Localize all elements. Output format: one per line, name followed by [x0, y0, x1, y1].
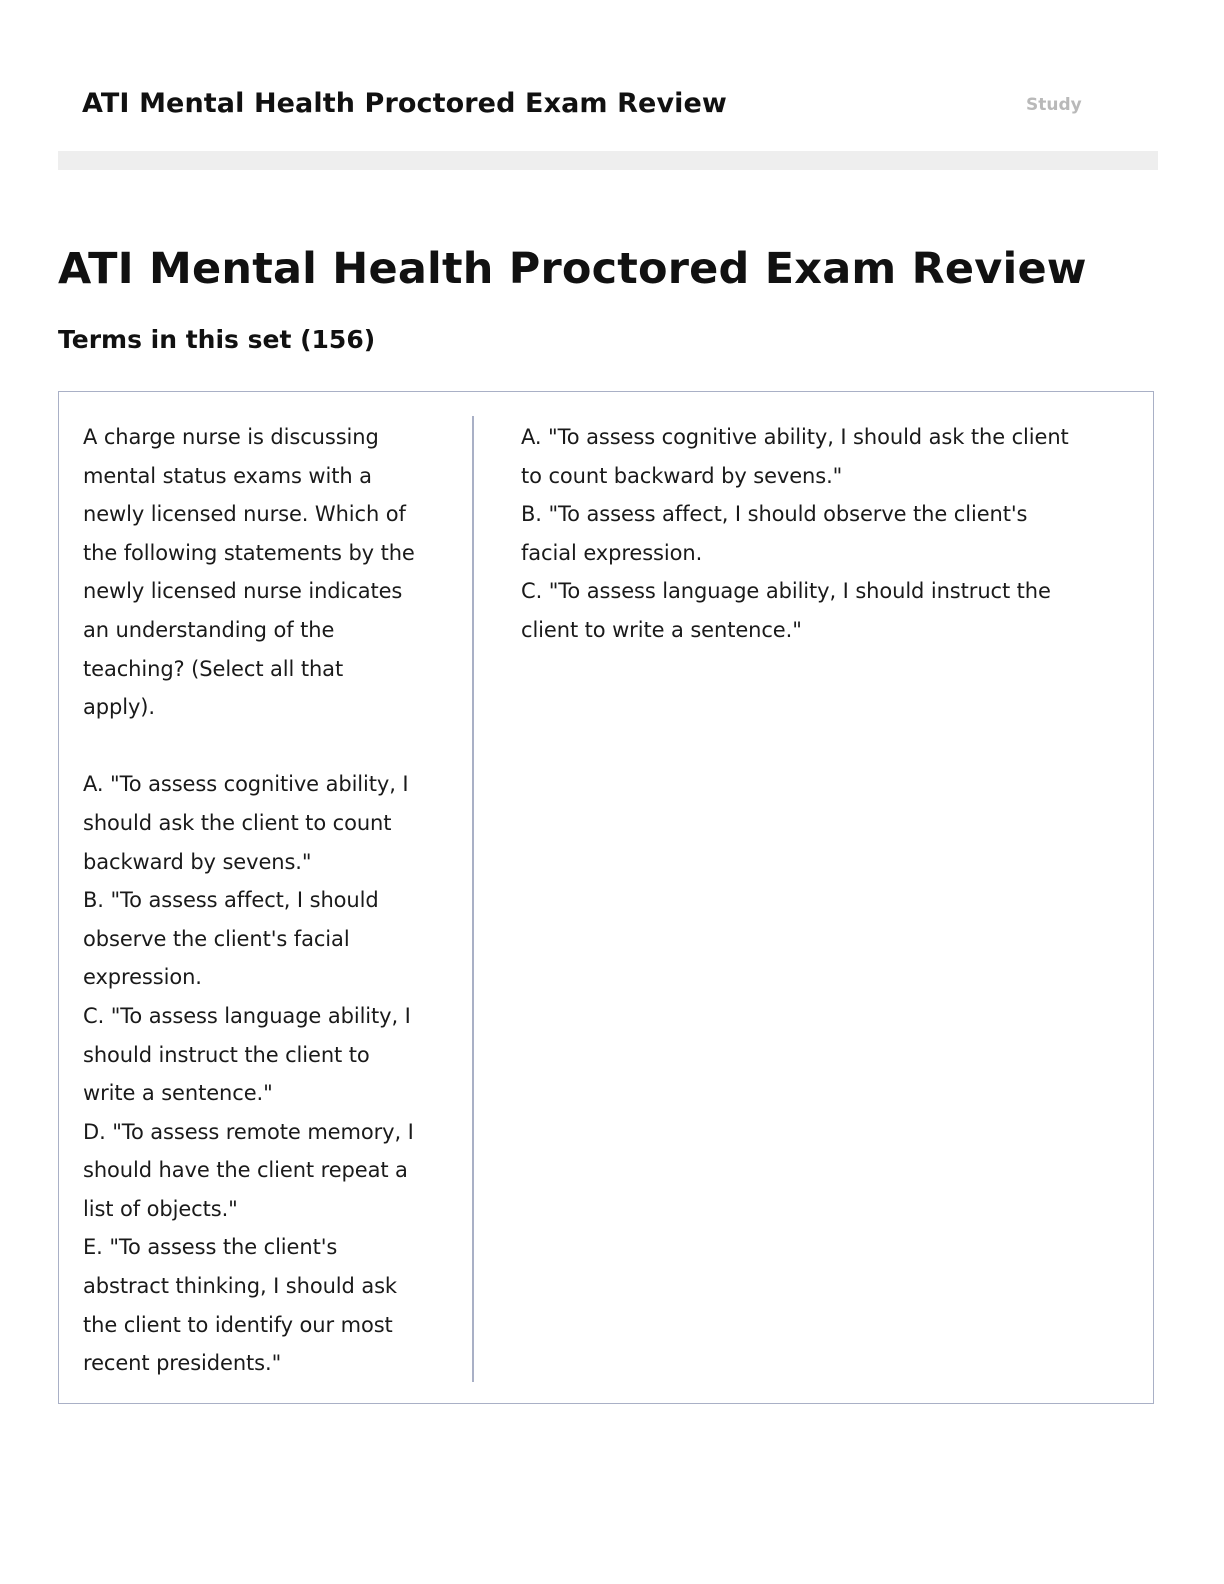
term-line: apply). — [83, 695, 155, 720]
term-option-line: abstract thinking, I should ask — [83, 1274, 397, 1299]
definition-line: A. "To assess cognitive ability, I should ask the client — [521, 425, 1069, 449]
term-option-line: the client to identify our most — [83, 1312, 393, 1337]
definition-line: C. "To assess language ability, I should instruct the — [521, 579, 1051, 604]
term-option-line: observe the client's facial — [83, 926, 350, 951]
term-line: the following statements by the — [83, 540, 415, 565]
term-option-line: D. "To assess remote memory, I — [83, 1119, 414, 1144]
page-title: ATI Mental Health Proctored Exam Review — [58, 244, 1087, 294]
term-option-line: should instruct the client to — [83, 1042, 370, 1067]
term-spacer — [83, 727, 433, 766]
term-option-line: C. "To assess language ability, I — [83, 1003, 411, 1028]
study-link[interactable]: Study — [1026, 95, 1082, 115]
term-option-line: write a sentence." — [83, 1081, 273, 1106]
term-option-line: should ask the client to count — [83, 810, 392, 835]
term-option-line: B. "To assess affect, I should — [83, 888, 379, 913]
definition-line: to count backward by sevens." — [521, 463, 843, 488]
term-line: an understanding of the — [83, 617, 335, 642]
term-option-line: recent presidents." — [83, 1351, 282, 1376]
term-option-line: backward by sevens." — [83, 849, 312, 874]
term-option-line: E. "To assess the client's — [83, 1235, 338, 1260]
header-divider-bar — [58, 151, 1158, 170]
definition-line: client to write a sentence." — [521, 617, 802, 642]
definition-line: facial expression. — [521, 540, 703, 565]
term-line: mental status exams with a — [83, 463, 372, 488]
header-title: ATI Mental Health Proctored Exam Review — [82, 88, 727, 119]
terms-count-heading: Terms in this set (156) — [58, 325, 376, 354]
term-option-line: should have the client repeat a — [83, 1158, 408, 1183]
card-term — [83, 418, 433, 1383]
definition-line: B. "To assess affect, I should observe the client's — [521, 502, 1028, 527]
term-line: newly licensed nurse. Which of — [83, 502, 406, 527]
term-line: teaching? (Select all that — [83, 656, 344, 681]
term-line: A charge nurse is discussing — [83, 425, 379, 449]
flashcard — [58, 391, 1154, 1404]
term-option-line: expression. — [83, 965, 202, 990]
term-line: newly licensed nurse indicates — [83, 579, 403, 604]
card-definition — [521, 418, 1131, 650]
term-option-line: list of objects." — [83, 1196, 238, 1221]
card-column-divider — [472, 416, 474, 1382]
site-header — [58, 80, 1158, 130]
term-option-line: A. "To assess cognitive ability, I — [83, 772, 409, 797]
